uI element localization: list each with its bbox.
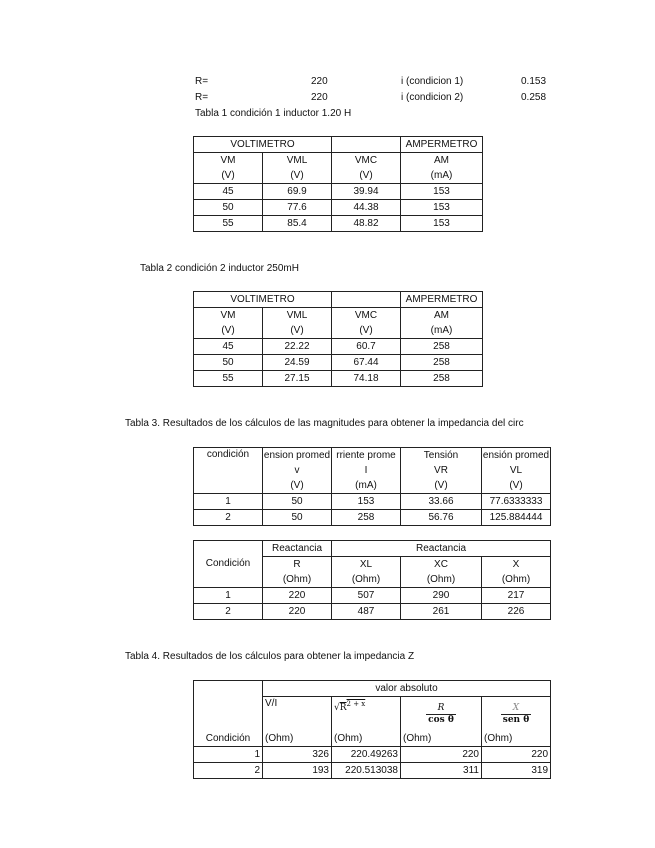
tabla1-title: Tabla 1 condición 1 inductor 1.20 H [195, 108, 352, 119]
empty-header-cell [332, 292, 401, 308]
col-header-x-sen [482, 697, 551, 732]
col-unit: (Ohm) [263, 731, 332, 747]
cell: 48.82 [332, 216, 401, 232]
cell: 153 [401, 200, 483, 216]
col-unit: (V) [332, 168, 401, 184]
param-value: 220 [311, 76, 328, 87]
param-cond: i (condicion 2) [401, 92, 464, 103]
tabla4 [193, 680, 551, 779]
col-unit: (Ohm) [263, 572, 332, 588]
cell: 1 [194, 494, 263, 510]
cell: 55 [194, 371, 263, 387]
cell: 153 [401, 216, 483, 232]
cell: 220 [482, 747, 551, 763]
param-label: R= [195, 76, 209, 87]
empty-header-cell [332, 137, 401, 153]
cell: 226 [482, 604, 551, 620]
table-row [194, 371, 483, 387]
r-over-cos-formula [426, 703, 456, 726]
tabla3a [193, 447, 551, 526]
cell: 258 [332, 510, 401, 526]
col-symbol: I [332, 463, 401, 478]
cell: 220 [401, 747, 482, 763]
cell: 1 [194, 747, 263, 763]
cell: 50 [194, 355, 263, 371]
cell: 220 [263, 588, 332, 604]
tabla2 [193, 291, 483, 387]
tabla3-title: Tabla 3. Resultados de los cálculos de las magnitudes para obtener la impedancia del circ [125, 418, 524, 429]
col-unit: (V) [263, 323, 332, 339]
cell: 153 [332, 494, 401, 510]
table-row [194, 184, 483, 200]
cell: 326 [263, 747, 332, 763]
cell: 77.6333333 [482, 494, 551, 510]
table-row [194, 200, 483, 216]
cell: 193 [263, 763, 332, 779]
cell: 44.38 [332, 200, 401, 216]
col-symbol: X [482, 557, 551, 573]
col-header: Tensión [401, 448, 482, 464]
col-unit: (V) [194, 323, 263, 339]
cell: 56.76 [401, 510, 482, 526]
col-unit: (mA) [401, 168, 483, 184]
cell: 27.15 [263, 371, 332, 387]
cell: 258 [401, 371, 483, 387]
col-unit: (Ohm) [332, 572, 401, 588]
col-symbol: v [263, 463, 332, 478]
cell: 39.94 [332, 184, 401, 200]
cell: 220.49263 [332, 747, 401, 763]
reactancia-header: Reactancia [263, 541, 332, 557]
tabla2-title: Tabla 2 condición 2 inductor 250mH [140, 263, 299, 274]
cell: 261 [401, 604, 482, 620]
cell: 24.59 [263, 355, 332, 371]
table-row [194, 747, 551, 763]
cell: 50 [194, 200, 263, 216]
col-header-text: rriente prome [336, 449, 396, 461]
col-symbol: VL [482, 463, 551, 478]
col-header: AM [401, 308, 483, 324]
cell: 67.44 [332, 355, 401, 371]
cell: 319 [482, 763, 551, 779]
col-unit: (V) [263, 478, 332, 494]
cell: 2 [194, 763, 263, 779]
cell: 220.513038 [332, 763, 401, 779]
cell: 217 [482, 588, 551, 604]
cell: 77.6 [263, 200, 332, 216]
cell: 1 [194, 588, 263, 604]
param-cond-value: 0.153 [521, 76, 547, 87]
sqrt-formula: $√R^{2 + x}$ [334, 700, 366, 713]
col-unit: (V) [263, 168, 332, 184]
ampermetro-header: AMPERMETRO [401, 292, 483, 308]
formula-root: R [339, 703, 347, 713]
voltimetro-header: VOLTIMETRO [194, 137, 332, 153]
cell: 487 [332, 604, 401, 620]
col-header: VM [194, 153, 263, 169]
x-over-sen-formula [501, 703, 531, 726]
table-row [194, 494, 551, 510]
col-header [263, 448, 332, 464]
param-label: R= [195, 92, 209, 103]
empty-corner-cell [194, 681, 263, 697]
cell: 33.66 [401, 494, 482, 510]
formula-denominator: cos θ [428, 714, 454, 725]
cell: 125.884444 [482, 510, 551, 526]
col-header-text: ension promed [263, 449, 331, 461]
voltimetro-header: VOLTIMETRO [194, 292, 332, 308]
col-unit: (V) [401, 478, 482, 494]
cell: 2 [194, 604, 263, 620]
formula-numerator: R [437, 702, 445, 713]
table-row [194, 339, 483, 355]
col-symbol: VR [401, 463, 482, 478]
col-unit: (Ohm) [482, 731, 551, 747]
empty-cell [194, 697, 263, 732]
valor-absoluto-header: valor absoluto [263, 681, 551, 697]
tabla4-title: Tabla 4. Resultados de los cálculos para obtener la impedancia Z [125, 651, 415, 662]
col-unit: (mA) [332, 478, 401, 494]
col-symbol: XL [332, 557, 401, 573]
cell: 60.7 [332, 339, 401, 355]
col-header-sqrt [332, 697, 401, 732]
cell: 74.18 [332, 371, 401, 387]
tabla3b [193, 540, 551, 620]
formula-rest: 2 + x [346, 700, 366, 708]
col-header: AM [401, 153, 483, 169]
condicion-header: condición [194, 448, 263, 494]
table-row [194, 510, 551, 526]
col-header [332, 448, 401, 464]
condicion-header: Condición [194, 731, 263, 747]
col-header-vi: V/I [263, 697, 332, 732]
cell: 2 [194, 510, 263, 526]
col-header-text: ensión promed [482, 449, 550, 461]
cell: 69.9 [263, 184, 332, 200]
cell: 258 [401, 355, 483, 371]
cell: 85.4 [263, 216, 332, 232]
cell: 153 [401, 184, 483, 200]
table-row [194, 355, 483, 371]
col-unit: (Ohm) [401, 572, 482, 588]
cell: 50 [263, 494, 332, 510]
cell: 50 [263, 510, 332, 526]
table-row [194, 216, 483, 232]
cell: 45 [194, 184, 263, 200]
table-row [194, 604, 551, 620]
col-header [482, 448, 551, 464]
col-symbol: R [263, 557, 332, 573]
formula-numerator: X [512, 702, 520, 713]
col-header: VMC [332, 308, 401, 324]
reactancia-group-header: Reactancia [332, 541, 551, 557]
param-value: 220 [311, 92, 328, 103]
param-cond: i (condicion 1) [401, 76, 464, 87]
cell: 311 [401, 763, 482, 779]
col-header: VML [263, 153, 332, 169]
ampermetro-header: AMPERMETRO [401, 137, 483, 153]
param-cond-value: 0.258 [521, 92, 547, 103]
tabla1 [193, 136, 483, 232]
col-header: VM [194, 308, 263, 324]
col-unit: (V) [194, 168, 263, 184]
table-row [194, 588, 551, 604]
col-unit: (V) [482, 478, 551, 494]
col-header-r-cos [401, 697, 482, 732]
formula-denominator: sen θ [502, 714, 530, 725]
cell: 22.22 [263, 339, 332, 355]
cell: 55 [194, 216, 263, 232]
col-unit: (Ohm) [332, 731, 401, 747]
col-header: VML [263, 308, 332, 324]
cell: 507 [332, 588, 401, 604]
table-row [194, 763, 551, 779]
cell: 258 [401, 339, 483, 355]
cell: 290 [401, 588, 482, 604]
cell: 220 [263, 604, 332, 620]
col-unit: (Ohm) [482, 572, 551, 588]
col-unit: (Ohm) [401, 731, 482, 747]
col-unit: (V) [332, 323, 401, 339]
col-header: VMC [332, 153, 401, 169]
cell: 45 [194, 339, 263, 355]
col-unit: (mA) [401, 323, 483, 339]
condicion-header: Condición [194, 541, 263, 588]
col-symbol: XC [401, 557, 482, 573]
